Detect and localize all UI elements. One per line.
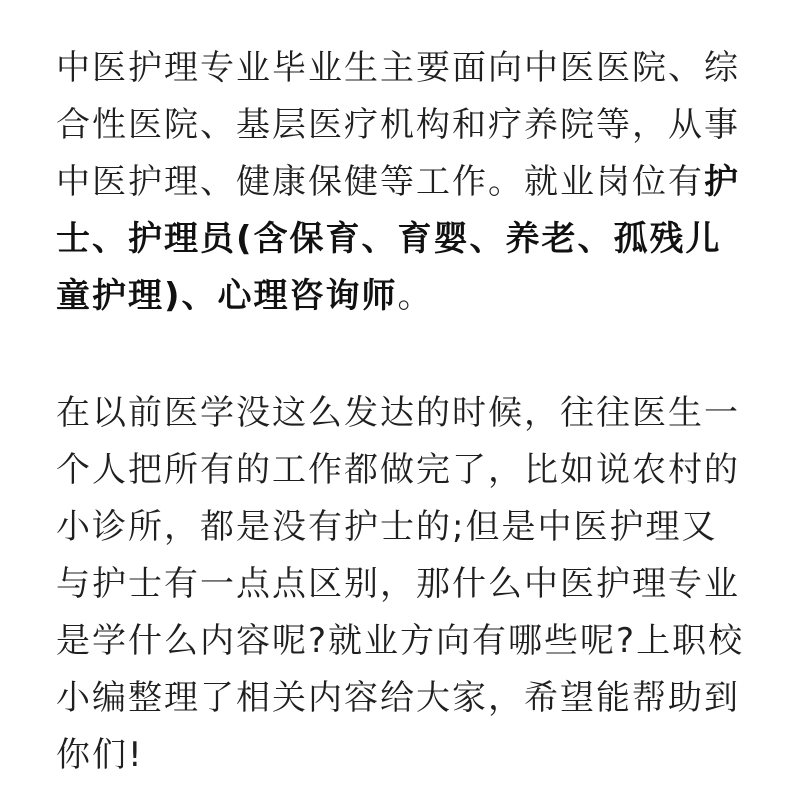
bold-text-segment: 护	[704, 162, 740, 202]
text-line: 是学什么内容呢?就业方向有哪些呢?上职校	[56, 621, 745, 661]
text-line: 你们!	[56, 735, 144, 775]
text-line: 中医护理专业毕业生主要面向中医医院、综	[56, 48, 740, 88]
paragraph-employment	[56, 40, 756, 325]
text-line	[56, 268, 756, 325]
bold-text-segment: 童护理)、心理咨询师	[56, 276, 398, 316]
text-line: 个人把所有的工作都做完了，比如说农村的	[56, 450, 740, 490]
text-segment: 中医护理、健康保健等工作。就业岗位有	[56, 162, 704, 202]
text-line: 小诊所，都是没有护士的;但是中医护理又	[56, 507, 718, 547]
text-line: 合性医院、基层医疗机构和疗养院等，从事	[56, 105, 740, 145]
text-line	[56, 154, 756, 211]
paragraph-introduction	[56, 385, 756, 784]
text-line: 与护士有一点点区别，那什么中医护理专业	[56, 564, 740, 604]
text-line	[56, 211, 756, 268]
text-line: 在以前医学没这么发达的时候，往往医生一	[56, 393, 740, 433]
text-line: 小编整理了相关内容给大家，希望能帮助到	[56, 678, 740, 718]
bold-text-segment: 士、护理员(含保育、育婴、养老、孤残儿	[56, 219, 722, 259]
text-segment: 。	[397, 276, 434, 316]
